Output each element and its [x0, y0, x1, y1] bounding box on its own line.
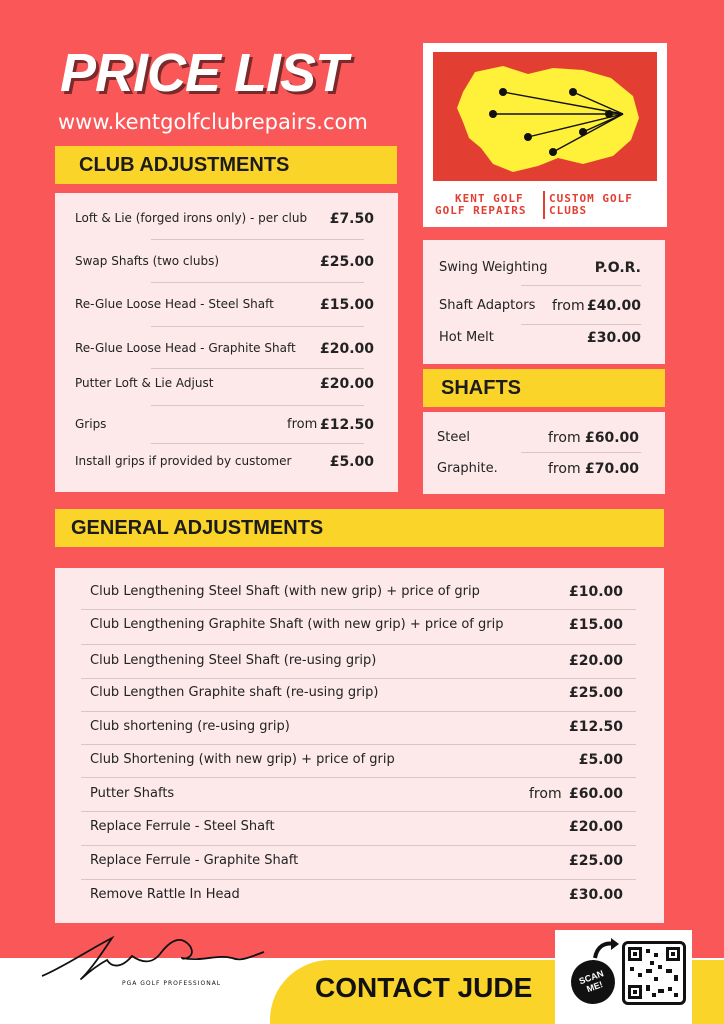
- price-row-label: Swap Shafts (two clubs): [75, 254, 220, 268]
- logo-text-clubs: CLUBS: [549, 204, 588, 217]
- signature-icon: [32, 928, 272, 988]
- logo-text-kent-golf: KENT GOLF: [455, 192, 524, 205]
- logo-divider: [543, 191, 545, 219]
- price-row-label: Hot Melt: [439, 330, 494, 345]
- club-adjustments-card: [55, 193, 398, 492]
- price-row-price: £20.00: [319, 341, 374, 357]
- price-row-price: P.O.R.: [594, 260, 641, 276]
- row-separator: [81, 845, 636, 846]
- website-url[interactable]: www.kentgolfclubrepairs.com: [58, 110, 368, 134]
- price-row-label: Loft & Lie (forged irons only) - per club: [75, 211, 308, 225]
- row-separator: [81, 879, 636, 880]
- curved-arrow-icon: [591, 936, 621, 962]
- shafts-heading: SHAFTS: [423, 369, 665, 407]
- price-row-price: £20.00: [568, 653, 623, 669]
- price-row-label: Club Lengthening Steel Shaft (with new grip) + price of grip: [90, 584, 480, 599]
- logo: [423, 43, 667, 227]
- kent-map-icon: [433, 52, 657, 181]
- general-adjustments-heading: GENERAL ADJUSTMENTS: [55, 509, 664, 547]
- price-row-label: Putter Shafts: [90, 786, 175, 801]
- price-row-price: £5.00: [578, 752, 623, 768]
- price-row-label: Graphite.: [437, 461, 498, 476]
- price-row-label: Club Lengthening Steel Shaft (re-using grip): [90, 653, 377, 668]
- price-row-price: £5.00: [329, 454, 374, 470]
- price-row-from: from: [287, 417, 318, 432]
- price-row-label: Shaft Adaptors: [439, 298, 536, 313]
- price-row-price: £12.50: [319, 417, 374, 433]
- row-separator: [151, 443, 364, 444]
- price-row-price: £30.00: [586, 330, 641, 346]
- price-row-label: Club Lengthen Graphite shaft (re-using grip): [90, 685, 379, 700]
- price-row-price: £12.50: [568, 719, 623, 735]
- price-row-price: £60.00: [568, 786, 623, 802]
- row-separator: [521, 285, 641, 286]
- price-row-price: £20.00: [568, 819, 623, 835]
- signature: [32, 928, 272, 988]
- price-row-price: £7.50: [329, 211, 374, 227]
- price-row-price: £70.00: [584, 461, 639, 477]
- price-row-label: Steel: [437, 430, 470, 445]
- logo-map-background: [433, 52, 657, 181]
- signature-subtitle: PGA GOLF PROFESSIONAL: [122, 980, 222, 987]
- price-row-price: £15.00: [319, 297, 374, 313]
- price-row-price: £15.00: [568, 617, 623, 633]
- price-row-price: £20.00: [319, 376, 374, 392]
- price-row-from: from: [529, 786, 562, 802]
- scan-me-badge: [565, 954, 621, 1010]
- price-row-label: Club Shortening (with new grip) + price of grip: [90, 752, 395, 767]
- price-row-label: Putter Loft & Lie Adjust: [75, 376, 214, 390]
- shafts-card: [423, 412, 665, 494]
- extras-card: [423, 240, 665, 364]
- price-row-label: Replace Ferrule - Graphite Shaft: [90, 853, 299, 868]
- contact-jude-button[interactable]: CONTACT JUDE: [315, 972, 533, 1003]
- row-separator: [81, 744, 636, 745]
- qr-code-panel[interactable]: [555, 930, 692, 1024]
- price-row-label: Re-Glue Loose Head - Graphite Shaft: [75, 341, 296, 355]
- price-row-price: £30.00: [568, 887, 623, 903]
- row-separator: [81, 609, 636, 610]
- price-row-price: £25.00: [568, 853, 623, 869]
- logo-text-golf-repairs: GOLF REPAIRS: [435, 204, 527, 217]
- club-adjustments-heading: CLUB ADJUSTMENTS: [55, 146, 397, 184]
- price-row-label: Replace Ferrule - Steel Shaft: [90, 819, 275, 834]
- row-separator: [521, 324, 641, 325]
- page-title: PRICE LIST: [60, 43, 348, 103]
- price-row-from: from: [552, 298, 585, 314]
- row-separator: [151, 405, 364, 406]
- row-separator: [81, 644, 636, 645]
- price-row-price: £25.00: [319, 254, 374, 270]
- price-row-price: £60.00: [584, 430, 639, 446]
- price-row-from: from: [548, 430, 581, 446]
- row-separator: [81, 777, 636, 778]
- price-row-from: from: [548, 461, 581, 477]
- price-row-price: £40.00: [586, 298, 641, 314]
- scan-me-label: SCAN ME!: [577, 968, 605, 995]
- price-row-label: Grips: [75, 417, 107, 431]
- row-separator: [151, 282, 364, 283]
- row-separator: [521, 452, 641, 453]
- row-separator: [151, 239, 364, 240]
- qr-code-icon: [622, 941, 686, 1005]
- price-row-label: Club shortening (re-using grip): [90, 719, 290, 734]
- logo-text-custom-golf: CUSTOM GOLF: [549, 192, 633, 205]
- price-row-label: Re-Glue Loose Head - Steel Shaft: [75, 297, 274, 311]
- row-separator: [81, 678, 636, 679]
- price-row-label: Remove Rattle In Head: [90, 887, 240, 902]
- price-row-label: Swing Weighting: [439, 260, 548, 275]
- general-adjustments-card: [55, 568, 664, 923]
- price-row-price: £10.00: [568, 584, 623, 600]
- price-row-price: £25.00: [568, 685, 623, 701]
- row-separator: [81, 811, 636, 812]
- row-separator: [81, 711, 636, 712]
- row-separator: [151, 368, 364, 369]
- price-row-label: Install grips if provided by customer: [75, 454, 292, 468]
- price-row-label: Club Lengthening Graphite Shaft (with new grip) + price of grip: [90, 617, 504, 632]
- row-separator: [151, 326, 364, 327]
